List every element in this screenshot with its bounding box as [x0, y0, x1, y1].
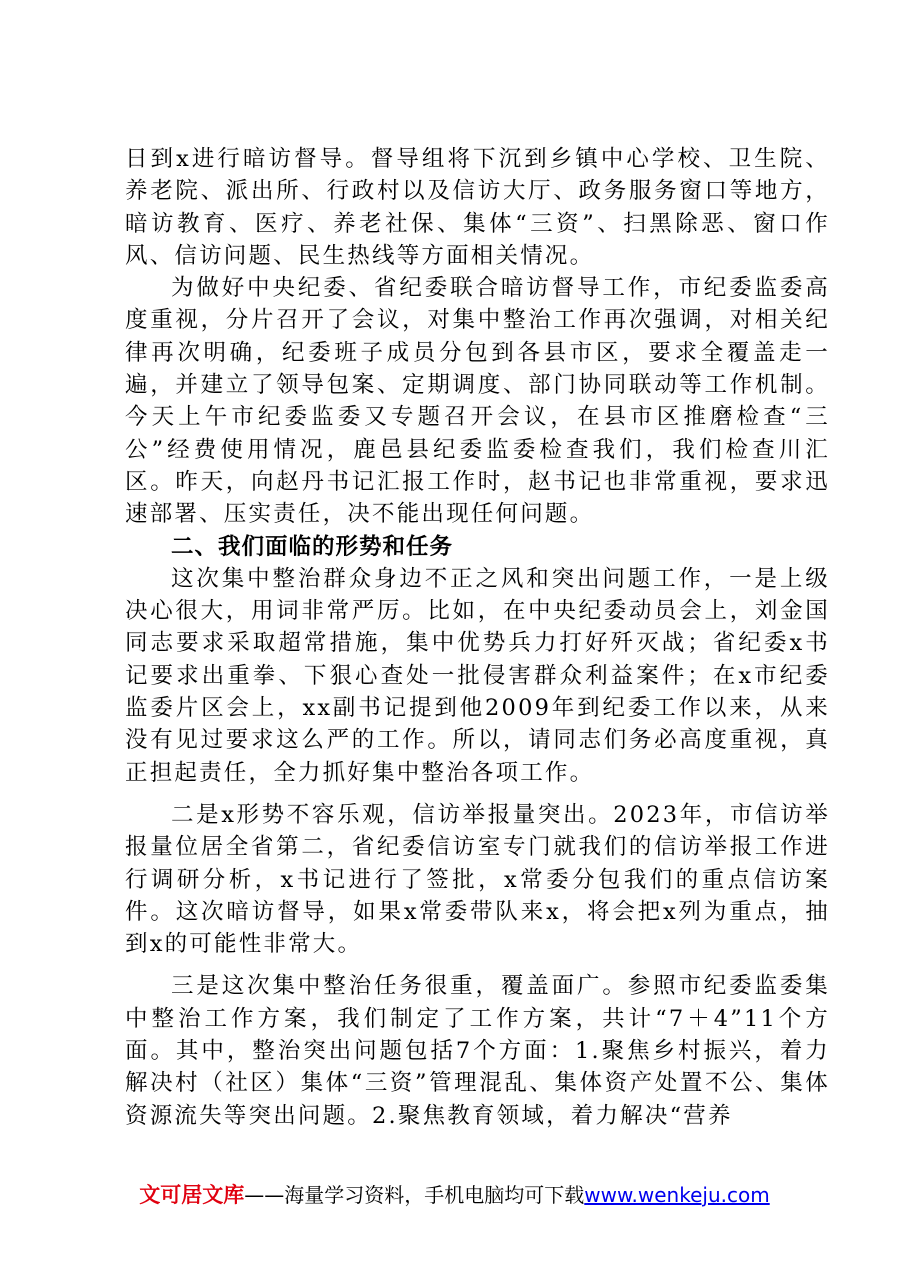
- document-body: [125, 143, 830, 1132]
- footer-brand: 文可居文库: [139, 1183, 245, 1207]
- footer-slogan: ——海量学习资料，手机电脑均可下载: [244, 1183, 585, 1207]
- footer-banner: [0, 1180, 909, 1210]
- paragraph-spacer: [125, 789, 830, 799]
- footer-link[interactable]: www.wenkeju.com: [584, 1183, 770, 1207]
- paragraph-3: 这次集中整治群众身边不正之风和突出问题工作，一是上级决心很大，用词非常严厉。比如，在中央纪委动员会上，刘金国同志要求采取超常措施，集中优势兵力打好歼灭战；省纪委x书记要求出重拳、下狠心查处一批侵害群众利益案件；在x市纪委监委片区会上，xx副书记提到他2009年到纪委工作以来，从来没有见过要求这么严的工作。所以，请同志们务必高度重视，真正担起责任，全力抓好集中整治各项工作。: [125, 565, 830, 786]
- paragraph-2: 为做好中央纪委、省纪委联合暗访督导工作，市纪委监委高度重视，分片召开了会议，对集中整治工作再次强调，对相关纪律再次明确，纪委班子成员分包到各县市区，要求全覆盖走一遍，并建立了领导包案、定期调度、部门协同联动等工作机制。今天上午市纪委监委又专题召开会议，在县市区推磨检查“三公”经费使用情况，鹿邑县纪委监委检查我们，我们检查川汇区。昨天，向赵丹书记汇报工作时，赵书记也非常重视，要求迅速部署、压实责任，决不能出现任何问题。: [125, 275, 830, 528]
- section-heading: 二、我们面临的形势和任务: [171, 533, 454, 560]
- paragraph-5: 三是这次集中整治任务很重，覆盖面广。参照市纪委监委集中整治工作方案，我们制定了工作方案，共计“7＋4”11个方面。其中，整治突出问题包括7个方面：1.聚焦乡村振兴，着力解决村（社区）集体“三资”管理混乱、集体资产处置不公、集体资源流失等突出问题。2.聚焦教育领域，着力解决“营养: [125, 973, 830, 1129]
- paragraph-1: 日到x进行暗访督导。督导组将下沉到乡镇中心学校、卫生院、养老院、派出所、行政村以及信访大厅、政务服务窗口等地方，暗访教育、医疗、养老社保、集体“三资”、扫黑除恶、窗口作风、信访问题、民生热线等方面相关情况。: [125, 146, 830, 269]
- paragraph-spacer: [125, 960, 830, 970]
- paragraph-4: 二是x形势不容乐观，信访举报量突出。2023年，市信访举报量位居全省第二，省纪委信访室专门就我们的信访举报工作进行调研分析，x书记进行了签批，x常委分包我们的重点信访案件。这次暗访督导，如果x常委带队来x，将会把x列为重点，抽到x的可能性非常大。: [125, 801, 830, 958]
